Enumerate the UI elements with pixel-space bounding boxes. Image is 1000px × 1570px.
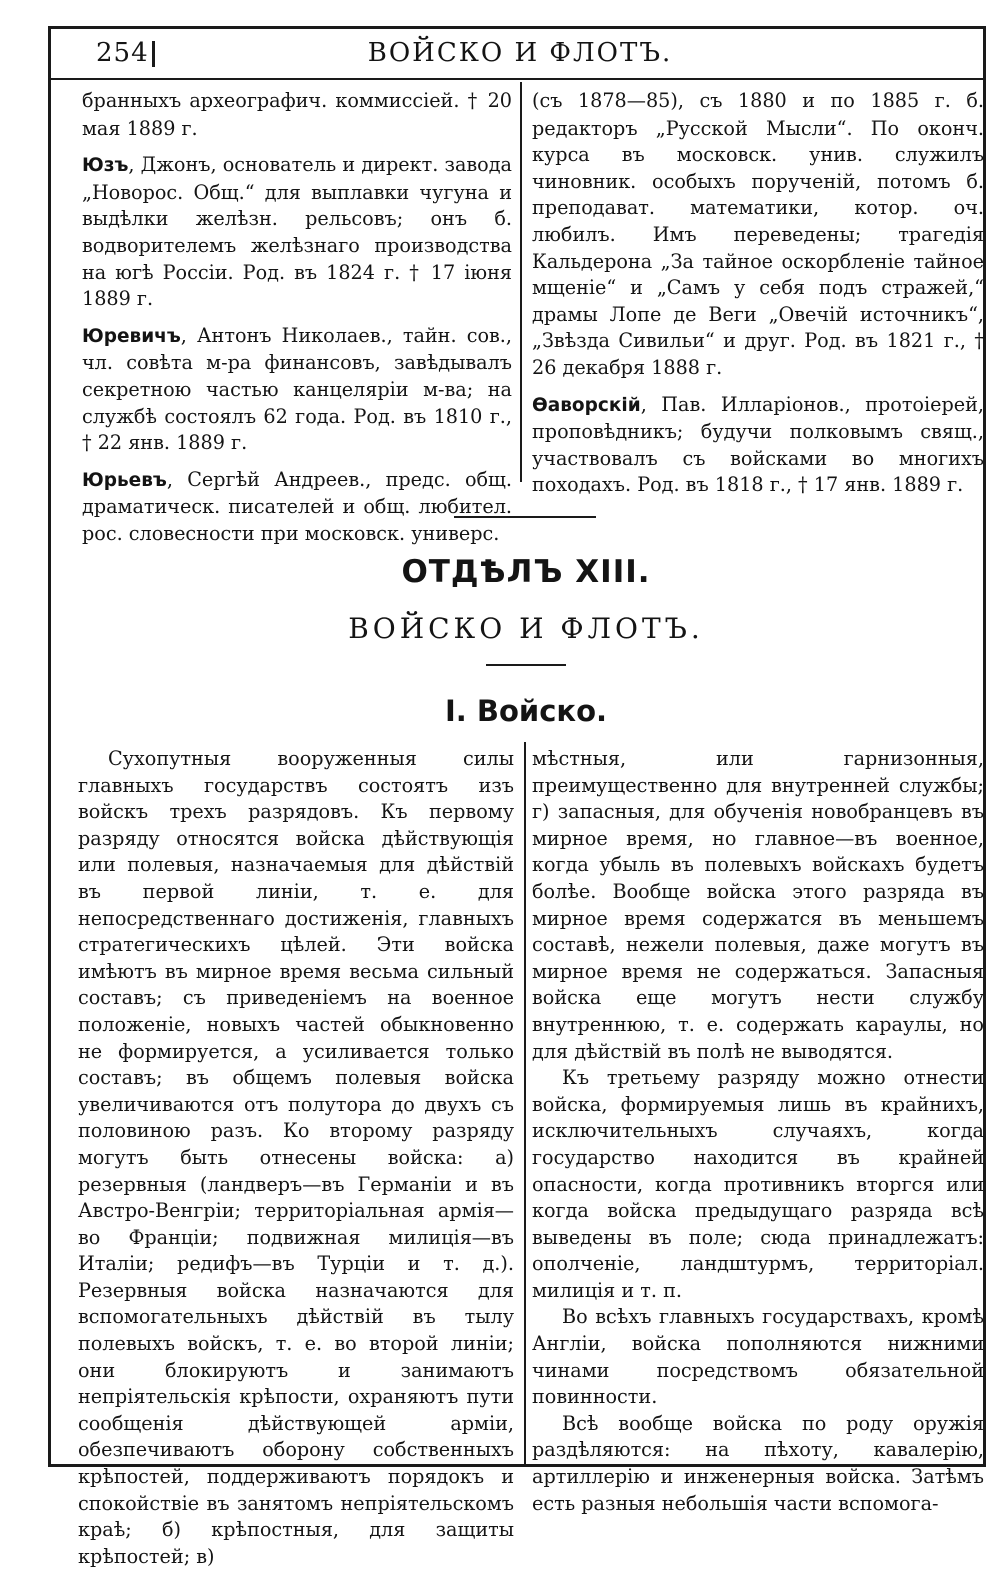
- body-left-column: [78, 746, 514, 1570]
- body-paragraph: Къ третьему разряду можно отнести войска, формируемыя лишь въ крайнихъ, исключительныхъ случаяхъ, когда государство находится въ крайней опасности, когда противникъ вторгся или когда войска предыдущаго разряда всѣ выведены въ поле; сюда принадлежатъ: ополченіе, ландштурмъ, территоріал. милиція и т. п.: [532, 1066, 984, 1302]
- entry-text: , Джонъ, основатель и директ. завода „Новорос. Общ.“ для выплавки чугуна и выдѣлки желѣзн. рельсовъ; онъ б. водворителемъ желѣзнаго производства на югѣ Россіи. Род. въ 1824 г. † 17 іюня 1889 г.: [82, 153, 512, 311]
- entry-yuz: [82, 152, 512, 313]
- entry-yurev: [82, 467, 512, 548]
- entry-continued-right: [532, 88, 984, 382]
- section-title: ОТДѢЛЪ XIII.: [401, 554, 651, 590]
- subtitle-divider-rule: [486, 664, 566, 666]
- body-paragraph: мѣстныя, или гарнизонныя, преимущественно для внутренней службы; г) запасныя, для обученія новобранцевъ въ мирное время, но главное—въ военное, когда убыль въ полевыхъ войскахъ будетъ болѣе. Вообще войска этого разряда въ мирное время содержатся въ меньшемъ составѣ, нежели полевыя, даже могутъ въ мирное время не содержаться. Запасныя войска еще могутъ нести службу внутреннюю, т. е. содержать караулы, но для дѣйствій въ полѣ не выводятся.: [532, 747, 984, 1063]
- entry-text: (съ 1878—85), съ 1880 и по 1885 г. б. редакторъ „Русской Мысли“. По оконч. курса въ московск. унив. служилъ чиновник. особыхъ порученій, потомъ б. преподават. математики, котор. оч. любилъ. Имъ переведены; трагедія Кальдерона „За тайное оскорбленіе тайное мщеніе“ и „Самъ у себя подъ стражей,“ драмы Лопе де Веги „Овечій источникъ“, „Звѣзда Сивильи“ и друг. Род. въ 1821 г., † 26 декабря 1888 г.: [532, 89, 984, 379]
- entry-name: Юревичъ: [82, 325, 181, 347]
- entry-name: Юзъ: [82, 155, 129, 177]
- section-divider-rule: [454, 516, 596, 518]
- entry-text: , Сергѣй Андреев., предс. общ. драматическ. писателей и общ. любител. рос. словесности при московск. универс.: [82, 467, 512, 545]
- entry-text: бранныхъ археографич. коммиссіей. † 20 мая 1889 г.: [82, 89, 512, 140]
- column-separator-top: [520, 82, 522, 482]
- body-right-column: [532, 746, 984, 1517]
- page-number-bar: [152, 41, 155, 67]
- entry-continued-left: [82, 88, 512, 142]
- entry-favorsky: [532, 392, 984, 499]
- body-paragraph: Во всѣхъ главныхъ государствахъ, кромѣ Англіи, войска пополняются нижними чинами посредствомъ обязательной повинности.: [532, 1305, 984, 1409]
- entry-yurevich: [82, 323, 512, 457]
- top-right-column: [532, 88, 984, 509]
- body-paragraph: Всѣ вообще войска по роду оружія раздѣляются: на пѣхоту, кавалерію, артиллерію и инженерныя войска. Затѣмъ есть разныя небольшія части вспомога-: [532, 1411, 984, 1515]
- entry-name: Ѳаворскій: [532, 394, 641, 416]
- page-number: [96, 38, 155, 68]
- column-separator-body: [524, 742, 526, 1467]
- header-rule: [48, 78, 986, 80]
- top-left-column: [82, 88, 512, 558]
- page-number-text: 254: [96, 38, 149, 68]
- chapter-heading: I. Войско.: [444, 694, 608, 728]
- section-subtitle: ВОЙСКО И ФЛОТЪ.: [348, 612, 704, 645]
- entry-text: , Антонъ Николаев., тайн. сов., чл. совѣта м-ра финансовъ, завѣдывалъ секретною частью канцеляріи м-ва; на службѣ состоялъ 62 года. Род. въ 1810 г., † 22 янв. 1889 г.: [82, 323, 512, 455]
- running-title: ВОЙСКО И ФЛОТЪ.: [367, 38, 673, 68]
- entry-name: Юрьевъ: [82, 469, 167, 491]
- body-paragraph: Сухопутныя вооруженныя силы главныхъ государствъ состоятъ изъ войскъ трехъ разрядовъ. Къ первому разряду относятся войска дѣйствующія или полевыя, назначаемыя для дѣйствій въ первой линіи, т. е. для непосредственнаго достиженія, главныхъ стратегическихъ цѣлей. Эти войска имѣютъ въ мирное время весьма сильный составъ; съ приведеніемъ на военное положеніе, новыхъ частей обыкновенно не формируется, а усиливается только составъ; въ общемъ полевыя войска увеличиваются отъ полутора до двухъ съ половиною разъ. Ко второму разряду могутъ быть отнесены войска: а) резервныя (ландверъ—въ Германіи и въ Австро-Венгріи; территоріальная армія—во Франціи; подвижная милиція—въ Италіи; редифъ—въ Турціи и т. д.). Резервныя войска назначаются для вспомогательныхъ дѣйствій въ тылу полевыхъ войскъ, т. е. во второй линіи; они блокируютъ и занимаютъ непріятельскія крѣпости, охраняютъ пути сообщенія дѣйствующей арміи, обезпечиваютъ оборону собственныхъ крѣпостей, поддерживаютъ порядокъ и спокойствіе въ занятомъ непріятельскомъ краѣ; б) крѣпостныя, для защиты крѣпостей; в): [78, 747, 514, 1568]
- entry-text: , Пав. Илларіонов., протоіерей, проповѣдникъ; будучи полковымъ свящ., участвовалъ съ войсками во многихъ походахъ. Род. въ 1818 г., † 17 янв. 1889 г.: [532, 392, 984, 497]
